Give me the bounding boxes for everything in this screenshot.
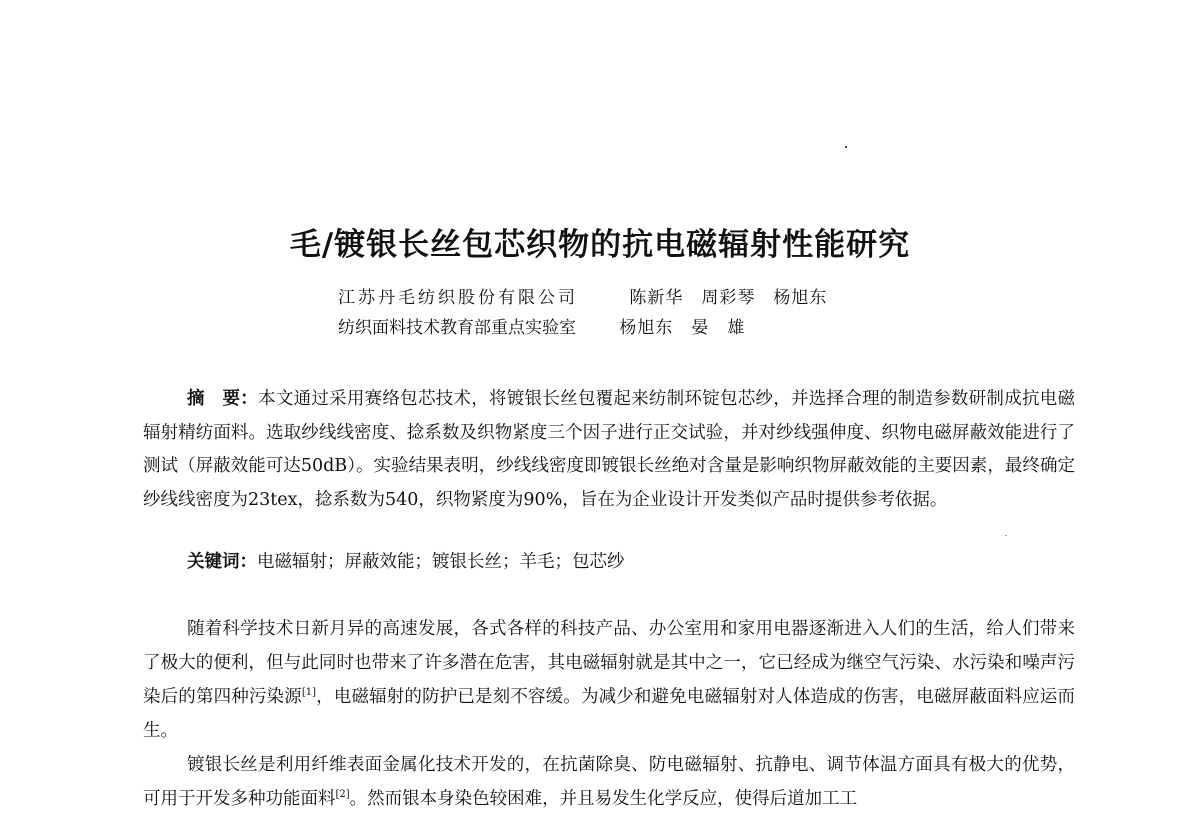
keywords-label: 关键词：: [187, 552, 257, 572]
reference-marker[interactable]: [2]: [335, 789, 350, 801]
author-names: 陈新华 周彩琴 杨旭东: [629, 288, 828, 308]
scan-speck: [1005, 535, 1007, 536]
reference-marker[interactable]: [1]: [301, 687, 317, 699]
keywords: [187, 546, 1067, 579]
affiliation-row-1: [338, 283, 827, 308]
author-names: 杨旭东 晏 雄: [619, 318, 746, 338]
paragraph-text: 随着科学技术日新月异的高速发展，各式各样的科技产品、办公室用和家用电器逐渐进入人们的生活，给人们带来了极大的便利，但与此同时也带来了许多潜在危害，其电磁辐射就是其中之一，它已经成为继空气污染、水污染和噪声污染后的第四种污染源: [143, 619, 1075, 707]
abstract: [143, 383, 1075, 517]
abstract-text: 本文通过采用赛络包芯技术，将镀银长丝包覆起来纺制环锭包芯纱，并选择合理的制造参数研制成抗电磁辐射精纺面料。选取纱线线密度、捻系数及织物紧度三个因子进行正交试验，并对纱线强伸度、织物电磁屏蔽效能进行了测试（屏蔽效能可达50dB）。实验结果表明，纱线线密度即镀银长丝绝对含量是影响织物屏蔽效能的主要因素，最终确定纱线线密度为23tex，捻系数为540，织物紧度为90%，旨在为企业设计开发类似产品时提供参考依据。: [143, 389, 1075, 510]
body-paragraph-2: [143, 748, 1075, 816]
affiliation-org: 纺织面料技术教育部重点实验室: [338, 318, 576, 338]
affiliation-row-2: [338, 313, 745, 338]
affiliation-org: 江苏丹毛纺织股份有限公司: [338, 288, 578, 308]
paper-title: 毛/镀银长丝包芯织物的抗电磁辐射性能研究: [289, 227, 911, 263]
paragraph-text: ，电磁辐射的防护已是刻不容缓。为减少和避免电磁辐射对人体造成的伤害，电磁屏蔽面料应运而生。: [143, 687, 1076, 741]
keywords-text: 电磁辐射；屏蔽效能；镀银长丝；羊毛；包芯纱: [257, 552, 625, 572]
body-text: [143, 612, 1075, 816]
scan-speck: [845, 146, 847, 148]
body-paragraph-1: [143, 612, 1075, 748]
paragraph-text: 。然而银本身染色较困难，并且易发生化学反应，使得后道加工工: [349, 789, 858, 809]
abstract-label: 摘 要：: [187, 389, 259, 409]
paragraph-text: 镀银长丝是利用纤维表面金属化技术开发的，在抗菌除臭、防电磁辐射、抗静电、调节体温方面具有极大的优势，可用于开发多种功能面料: [143, 755, 1075, 809]
